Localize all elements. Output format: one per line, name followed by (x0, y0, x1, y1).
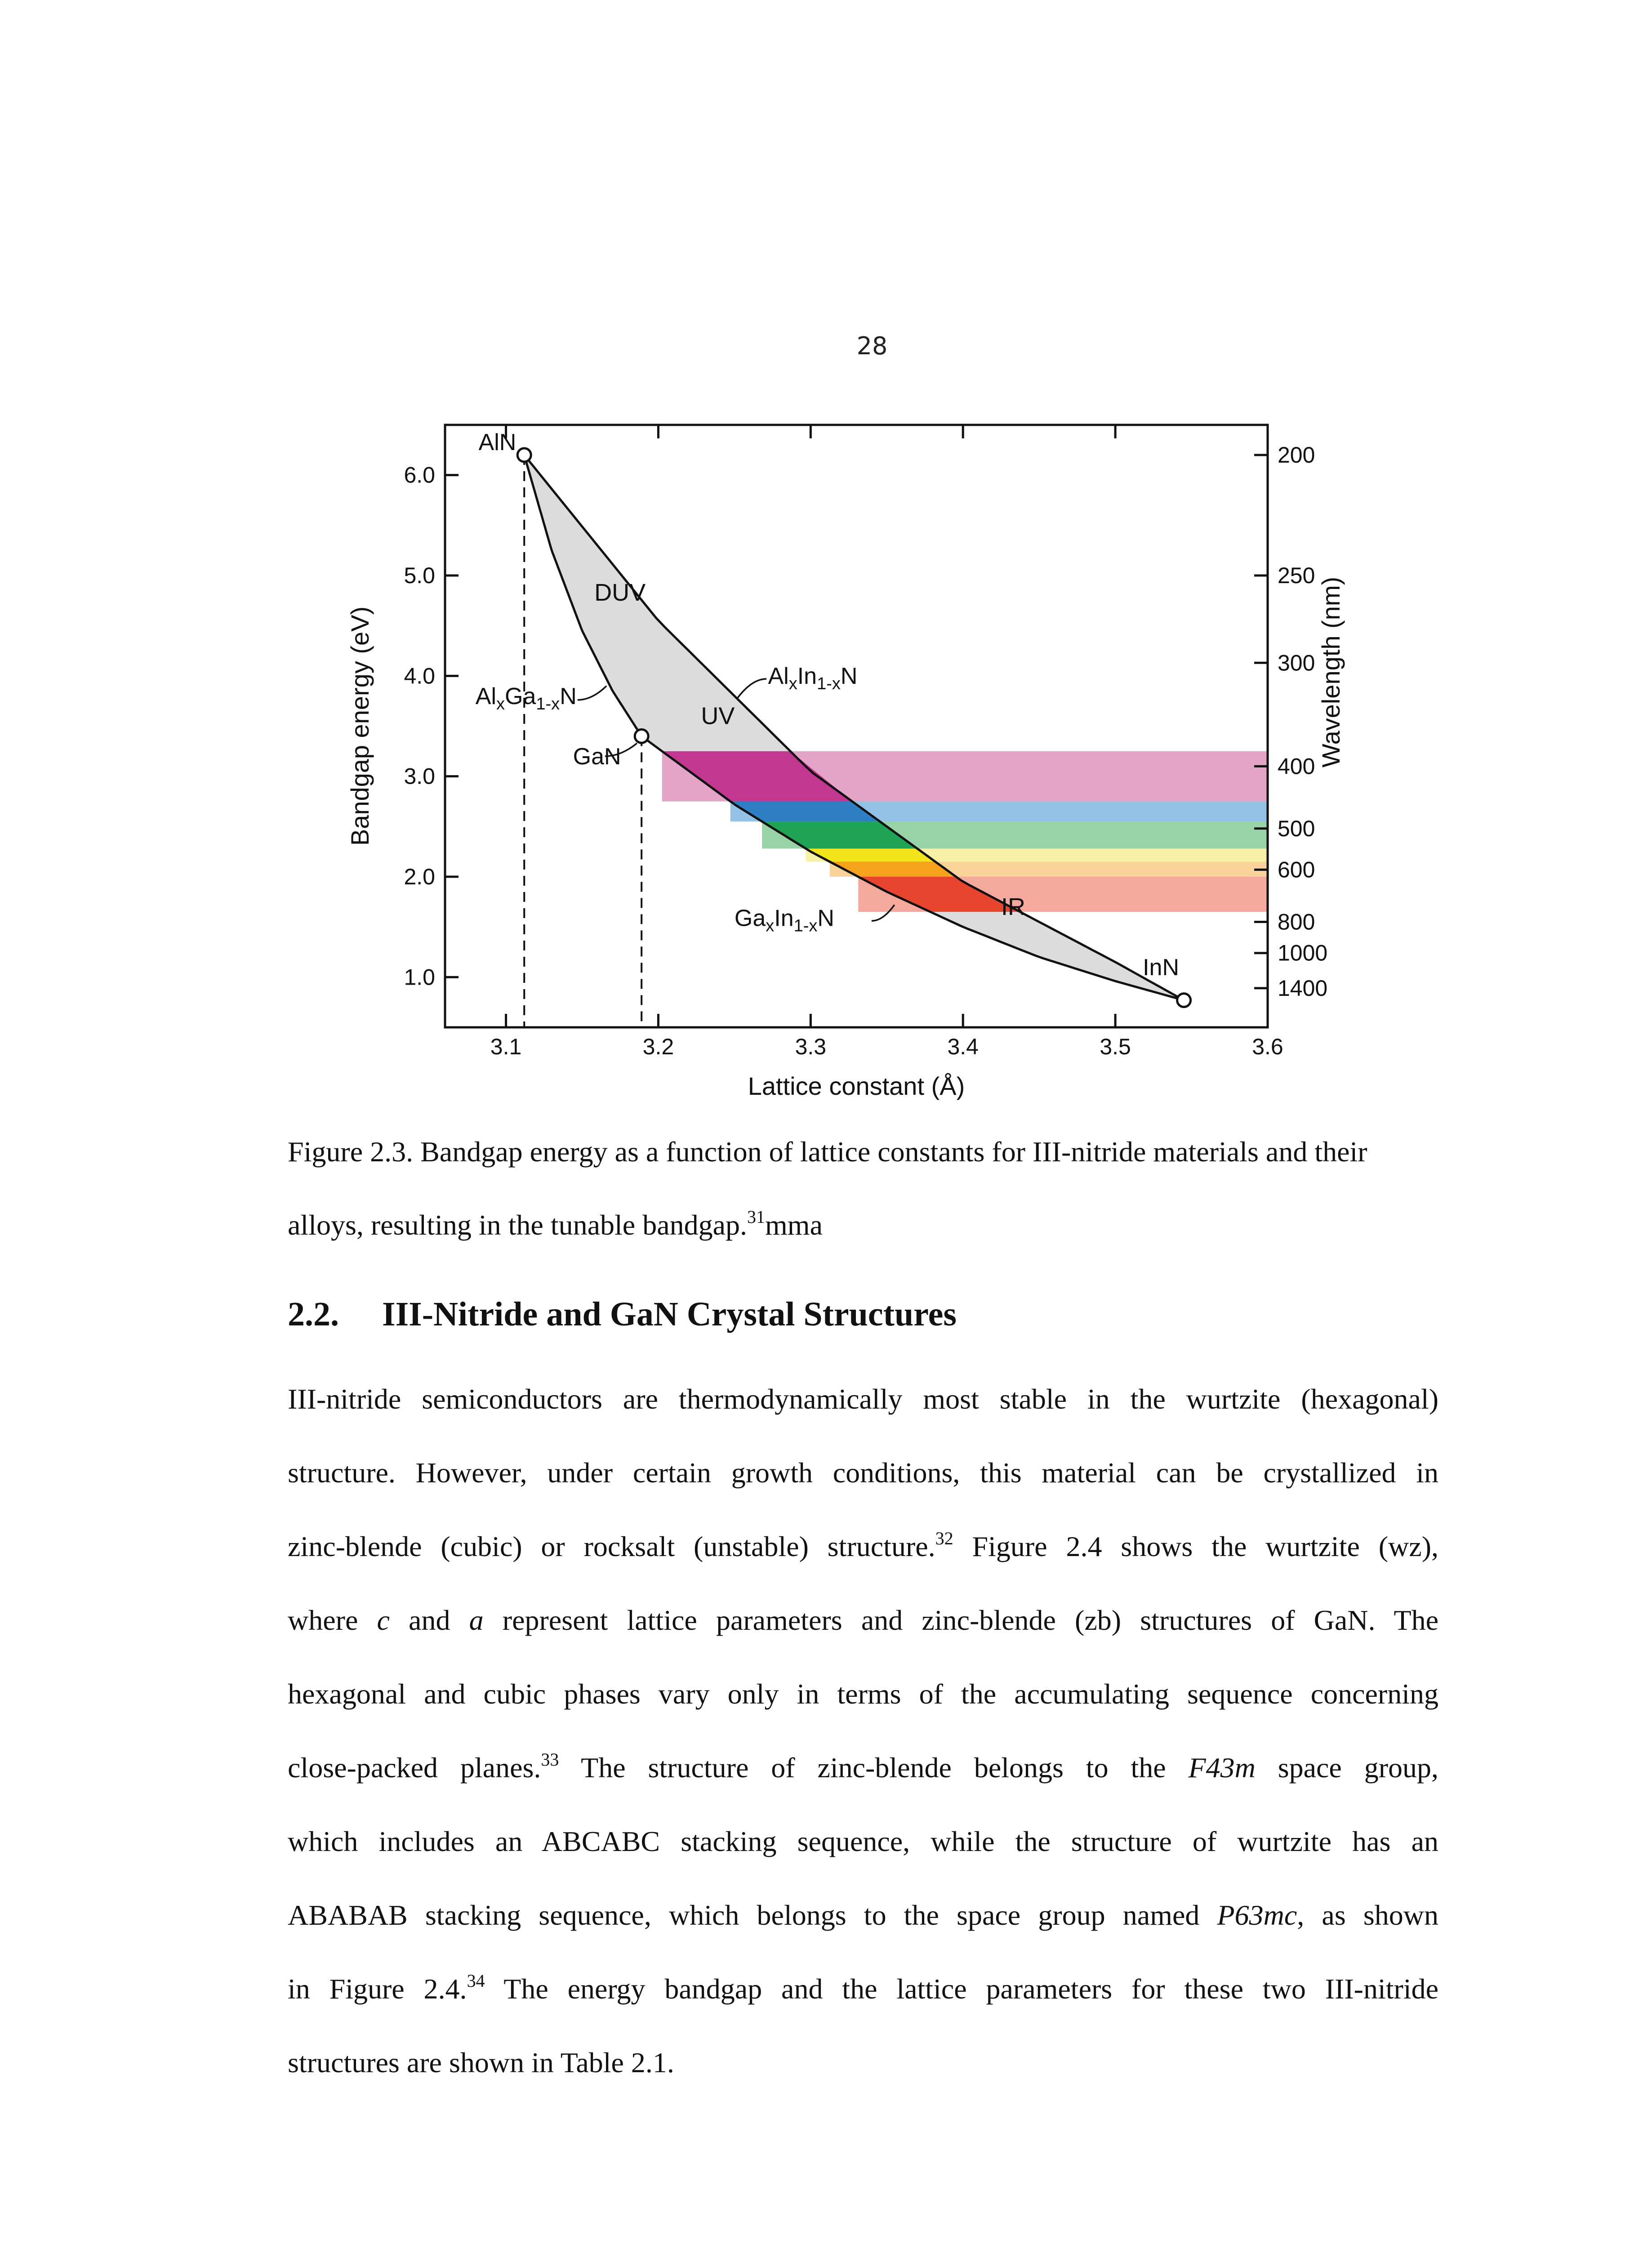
body-paragraph (288, 1362, 1438, 2100)
text-line (288, 1952, 1438, 2026)
x-axis-label: Lattice constant (Å) (748, 1072, 965, 1100)
region-label: IR (1001, 893, 1025, 920)
annotation-part: 1-x (793, 916, 818, 936)
x-tick-label: 3.6 (1252, 1034, 1283, 1059)
annotation-part: N (817, 905, 834, 932)
y2-axis-label: Wavelength (nm) (1317, 576, 1345, 768)
annotation-part: x (496, 694, 505, 714)
y-tick-label: 6.0 (404, 462, 435, 488)
section-number: 2.2. (288, 1295, 339, 1333)
y-tick-label: 5.0 (404, 563, 435, 588)
citation: 34 (467, 1971, 485, 1991)
material-point (1177, 994, 1191, 1007)
text-run: represent lattice parameters and zinc-blende (zb) structures of GaN. The (483, 1604, 1439, 1636)
y-axis-label: Bandgap energy (eV) (346, 606, 374, 846)
variable-a: a (469, 1604, 484, 1636)
text-run: in Figure 2.4. (288, 1973, 467, 2005)
x-tick-label: 3.4 (947, 1034, 979, 1059)
text-line: structures are shown in Table 2.1. (288, 2047, 674, 2079)
section-title: III-Nitride and GaN Crystal Structures (382, 1295, 957, 1333)
annotation-label: GaN (573, 743, 621, 770)
annotation-part: In (797, 663, 817, 690)
text-run: and (389, 1604, 469, 1636)
leader-line (578, 686, 606, 700)
text-line (288, 1731, 1438, 1805)
caption-citation: 31 (747, 1207, 765, 1227)
x-tick-label: 3.1 (490, 1034, 522, 1059)
annotation-label (768, 663, 857, 693)
text-run: close-packed planes. (288, 1752, 541, 1784)
annotation-part: Ga (734, 905, 766, 932)
text-line (288, 1510, 1438, 1583)
wavelength-tick-label: 800 (1278, 909, 1315, 935)
y-tick-label: 1.0 (404, 964, 435, 990)
region-label: UV (701, 702, 735, 730)
annotation-label (735, 905, 834, 935)
variable-c: c (377, 1604, 390, 1636)
text-line: hexagonal and cubic phases vary only in terms of the accumulating sequence concerning (288, 1678, 1438, 1710)
text-run: The structure of zinc-blende belongs to the (559, 1752, 1189, 1784)
annotation-label: AlN (478, 429, 517, 455)
annotation-part: Al (768, 663, 789, 690)
wavelength-tick-label: 400 (1278, 754, 1315, 779)
annotation-part: 1-x (536, 694, 560, 714)
wavelength-tick-label: 600 (1278, 857, 1315, 883)
wavelength-tick-label: 500 (1278, 816, 1315, 841)
x-tick-label: 3.2 (642, 1034, 674, 1059)
space-group: F43m (1188, 1752, 1256, 1784)
text-line: III-nitride semiconductors are thermodynamically most stable in the wurtzite (hexagonal) (288, 1383, 1438, 1415)
annotation-label: InN (1143, 954, 1180, 981)
y-tick-label: 2.0 (404, 864, 435, 889)
annotation-part: N (560, 683, 577, 709)
text-run: space group, (1255, 1752, 1439, 1784)
bandgap-figure (333, 405, 1367, 1124)
y-tick-label: 4.0 (404, 663, 435, 689)
material-point (517, 448, 531, 462)
text-line: which includes an ABCABC stacking sequence, while the structure of wurtzite has an (288, 1825, 1438, 1857)
annotation-part: Al (475, 683, 497, 709)
text-run: where (288, 1604, 377, 1636)
text-line (288, 1878, 1438, 1952)
annotation-part: Ga (505, 683, 536, 709)
text-run: Figure 2.4 shows the wurtzite (wz), (953, 1530, 1439, 1562)
figure-caption (288, 1115, 1438, 1262)
text-line: structure. However, under certain growth conditions, this material can be crystallized in (288, 1457, 1438, 1489)
material-point (635, 729, 648, 743)
citation: 32 (935, 1528, 953, 1548)
leader-line (738, 679, 766, 698)
alloy-region (524, 455, 1184, 1000)
caption-text: Figure 2.3. Bandgap energy as a function of lattice constants for III-nitride materials and their alloys, resulting in the tunable bandgap. (288, 1136, 1367, 1241)
text-run: , as shown (1297, 1899, 1439, 1931)
x-tick-label: 3.3 (795, 1034, 827, 1059)
wavelength-tick-label: 300 (1278, 650, 1315, 676)
wavelength-tick-label: 200 (1278, 442, 1315, 468)
wavelength-tick-label: 1000 (1278, 940, 1328, 966)
page-number: 28 (856, 332, 888, 360)
citation: 33 (541, 1749, 559, 1770)
bandgap-chart (333, 405, 1367, 1124)
annotation-part: N (840, 663, 858, 690)
section-heading (288, 1295, 1438, 1334)
alloy-curve (524, 455, 1184, 1000)
text-run: ABABAB stacking sequence, which belongs to the space group named (288, 1899, 1217, 1931)
text-run: zinc-blende (cubic) or rocksalt (unstable) structure. (288, 1530, 935, 1562)
y-tick-label: 3.0 (404, 763, 435, 789)
text-line (288, 1583, 1438, 1657)
annotation-part: In (774, 905, 794, 932)
annotation-label (476, 683, 577, 714)
annotation-part: 1-x (817, 674, 841, 694)
x-tick-label: 3.5 (1100, 1034, 1131, 1059)
wavelength-tick-label: 1400 (1278, 975, 1328, 1001)
text-run: The energy bandgap and the lattice parameters for these two III-nitride (485, 1973, 1439, 2005)
space-group: P63mc (1217, 1899, 1297, 1931)
region-label: DUV (594, 579, 646, 606)
annotation-part: x (788, 674, 797, 694)
caption-tail: mma (765, 1209, 823, 1241)
wavelength-tick-label: 250 (1278, 563, 1315, 588)
annotation-part: x (766, 916, 775, 936)
